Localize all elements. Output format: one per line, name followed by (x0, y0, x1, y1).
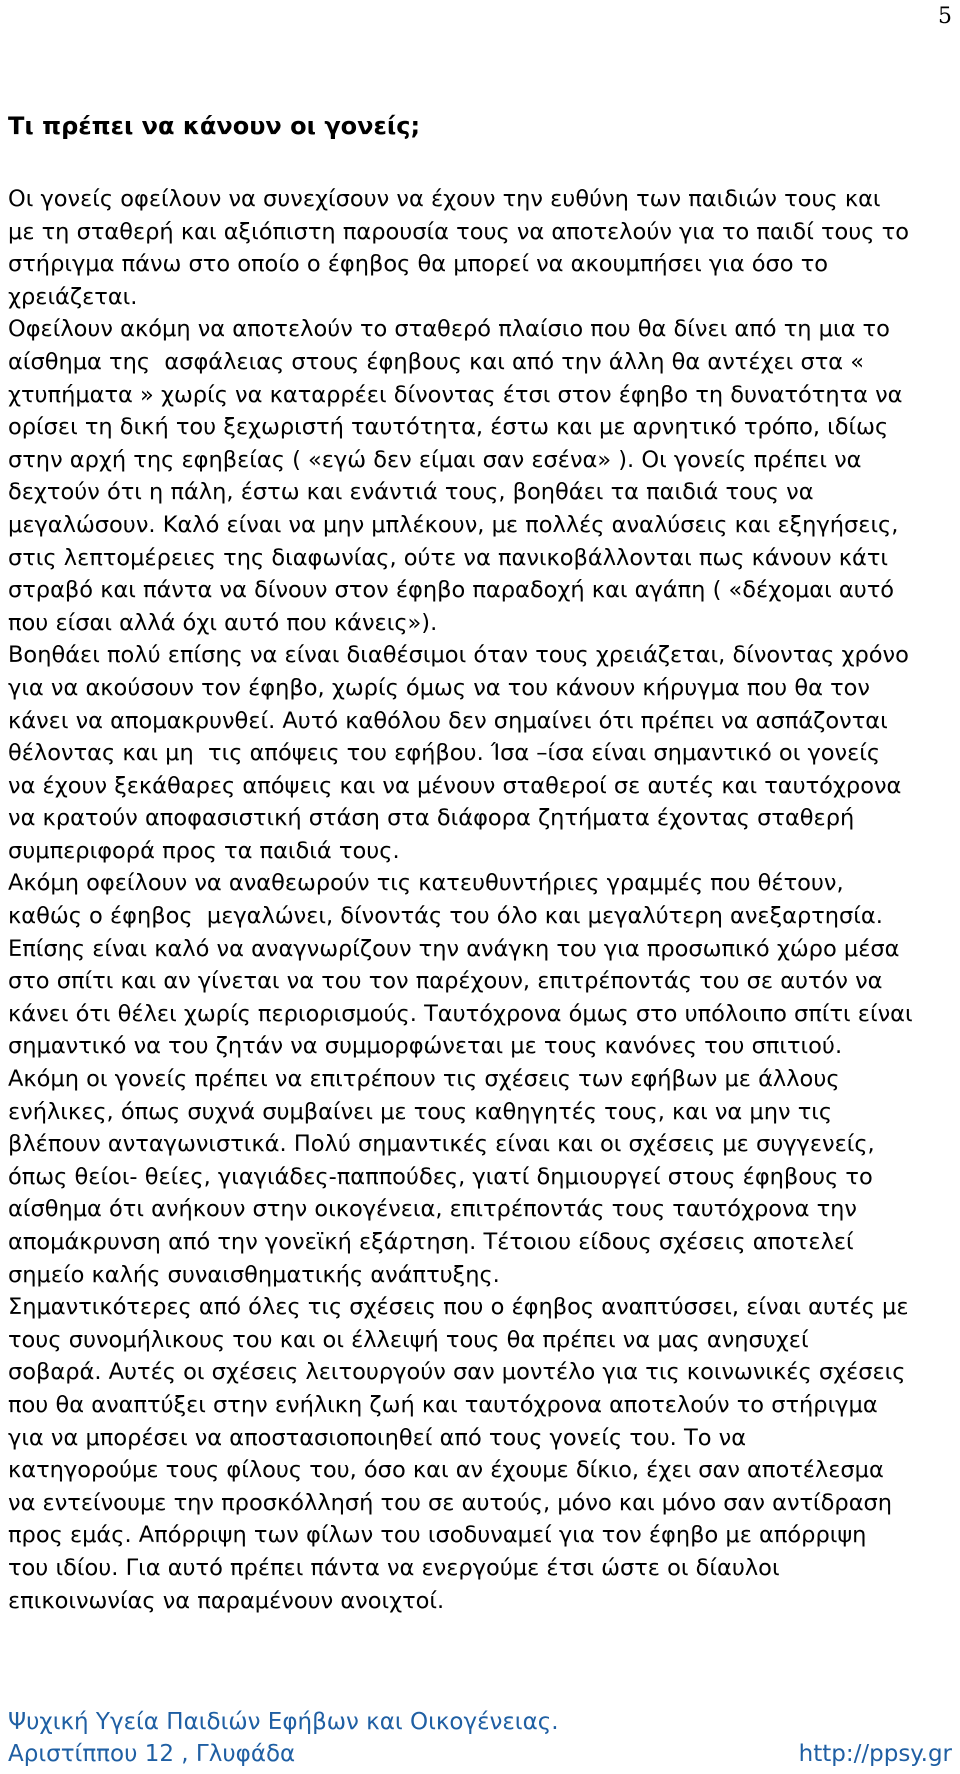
text-line: κάνει ότι θέλει χωρίς περιορισμούς. Ταυτόχρονα όμως στο υπόλοιπο σπίτι είναι (8, 1000, 913, 1027)
footer-address: Αριστίππου 12 , Γλυφάδα (8, 1741, 296, 1767)
text-line: ενήλικες, όπως συχνά συμβαίνει με τους καθηγητές τους, και να μην τις (8, 1098, 833, 1125)
text-line: Οι γονείς οφείλουν να συνεχίσουν να έχουν την ευθύνη των παιδιών τους και (8, 186, 881, 212)
text-line: να εντείνουμε την προσκόλλησή του σε αυτούς, μόνο και μόνο σαν αντίδραση (8, 1489, 893, 1516)
text-line: στραβό και πάντα να δίνουν στον έφηβο παραδοχή και αγάπη ( «δέχομαι αυτό (8, 577, 895, 604)
text-line: μεγαλώσουν. Καλό είναι να μην μπλέκουν, με πολλές αναλύσεις και εξηγήσεις, (8, 511, 899, 538)
text-line: του ιδίου. Για αυτό πρέπει πάντα να ενεργούμε έτσι ώστε οι δίαυλοι (8, 1554, 780, 1581)
text-line: που θα αναπτύξει στην ενήλικη ζωή και ταυτόχρονα αποτελούν το στήριγμα (8, 1391, 878, 1418)
text-line: κάνει να απομακρυνθεί. Αυτό καθόλου δεν σημαίνει ότι πρέπει να ασπάζονται (8, 707, 888, 734)
text-line: χτυπήματα » χωρίς να καταρρέει δίνοντας έτσι στον έφηβο τη δυνατότητα να (8, 381, 903, 408)
text-line: σημείο καλής συναισθηματικής ανάπτυξης. (8, 1261, 500, 1288)
text-line: για να ακούσουν τον έφηβο, χωρίς όμως να του κάνουν κήρυγμα που θα τον (8, 674, 870, 701)
text-line: που είσαι αλλά όχι αυτό που κάνεις»). (8, 609, 438, 636)
text-line: σοβαρά. Αυτές οι σχέσεις λειτουργούν σαν μοντέλο για τις κοινωνικές σχέσεις (8, 1359, 906, 1386)
text-line: αίσθημα της ασφάλειας στους έφηβους και από την άλλη θα αντέχει στα « (8, 348, 864, 375)
text-line: σημαντικό να του ζητάν να συμμορφώνεται με τους κανόνες του σπιτιού. (8, 1033, 843, 1060)
footer-line-2 (8, 1738, 952, 1770)
footer-url[interactable]: http://ppsy.gr (798, 1741, 952, 1767)
text-line: τους συνομήλικους του και οι έλλειψή τους θα πρέπει να μας ανησυχεί (8, 1326, 809, 1353)
text-line: να έχουν ξεκάθαρες απόψεις και να μένουν σταθεροί σε αυτές και ταυτόχρονα (8, 772, 902, 799)
text-line: αίσθημα ότι ανήκουν στην οικογένεια, επιτρέποντάς τους ταυτόχρονα την (8, 1196, 857, 1223)
page-footer (8, 1706, 952, 1770)
text-line: ορίσει τη δική του ξεχωριστή ταυτότητα, έστω και με αρνητικό τρόπο, ιδίως (8, 414, 889, 441)
text-line: Ακόμη οι γονείς πρέπει να επιτρέπουν τις σχέσεις των εφήβων με άλλους (8, 1066, 840, 1093)
text-line: για να μπορέσει να αποστασιοποιηθεί από τους γονείς του. Το να (8, 1424, 747, 1451)
text-line: με τη σταθερή και αξιόπιστη παρουσία τους να αποτελούν για το παιδί τους το (8, 218, 909, 245)
page-title: Τι πρέπει να κάνουν οι γονείς; (8, 112, 421, 140)
text-line: επικοινωνίας να παραμένουν ανοιχτοί. (8, 1587, 445, 1614)
text-line: δεχτούν ότι η πάλη, έστω και ενάντιά τους, βοηθάει τα παιδιά τους να (8, 479, 814, 506)
text-line: συμπεριφορά προς τα παιδιά τους. (8, 837, 400, 864)
page-number: 5 (938, 4, 952, 29)
text-line: απομάκρυνση από την γονεϊκή εξάρτηση. Τέτοιου είδους σχέσεις αποτελεί (8, 1229, 854, 1255)
body-text (8, 183, 960, 1617)
text-line: θέλοντας και μη τις απόψεις του εφήβου. Ίσα –ίσα είναι σημαντικό οι γονείς (8, 740, 881, 767)
text-line: προς εμάς. Απόρριψη των φίλων του ισοδυναμεί για τον έφηβο με απόρριψη (8, 1522, 867, 1549)
text-line: Βοηθάει πολύ επίσης να είναι διαθέσιμοι όταν τους χρειάζεται, δίνοντας χρόνο (8, 642, 909, 669)
footer-organization: Ψυχική Υγεία Παιδιών Εφήβων και Οικογένειας. (8, 1709, 559, 1735)
text-line: βλέπουν ανταγωνιστικά. Πολύ σημαντικές είναι και οι σχέσεις με συγγενείς, (8, 1131, 875, 1158)
text-line: στην αρχή της εφηβείας ( «εγώ δεν είμαι σαν εσένα» ). Οι γονείς πρέπει να (8, 446, 862, 473)
text-line: Σημαντικότερες από όλες τις σχέσεις που ο έφηβος αναπτύσσει, είναι αυτές με (8, 1294, 909, 1321)
text-line: καθώς ο έφηβος μεγαλώνει, δίνοντάς του όλο και μεγαλύτερη ανεξαρτησία. (8, 903, 883, 930)
text-line: χρειάζεται. (8, 283, 138, 310)
text-line: στήριγμα πάνω στο οποίο ο έφηβος θα μπορεί να ακουμπήσει για όσο το (8, 251, 829, 278)
text-line: όπως θείοι- θείες, γιαγιάδες-παππούδες, γιατί δημιουργεί στους έφηβους το (8, 1163, 873, 1190)
text-line: στο σπίτι και αν γίνεται να του τον παρέχουν, επιτρέποντάς του σε αυτόν να (8, 968, 883, 995)
text-line: κατηγορούμε τους φίλους του, όσο και αν έχουμε δίκιο, έχει σαν αποτέλεσμα (8, 1457, 884, 1484)
text-line: Ακόμη οφείλουν να αναθεωρούν τις κατευθυντήριες γραμμές που θέτουν, (8, 870, 844, 897)
text-line: Επίσης είναι καλό να αναγνωρίζουν την ανάγκη του για προσωπικό χώρο μέσα (8, 935, 900, 962)
text-line: Οφείλουν ακόμη να αποτελούν το σταθερό πλαίσιο που θα δίνει από τη μια το (8, 316, 890, 343)
text-line: στις λεπτομέρειες της διαφωνίας, ούτε να πανικοβάλλονται πως κάνουν κάτι (8, 544, 888, 571)
text-line: να κρατούν αποφασιστική στάση στα διάφορα ζητήματα έχοντας σταθερή (8, 805, 855, 832)
